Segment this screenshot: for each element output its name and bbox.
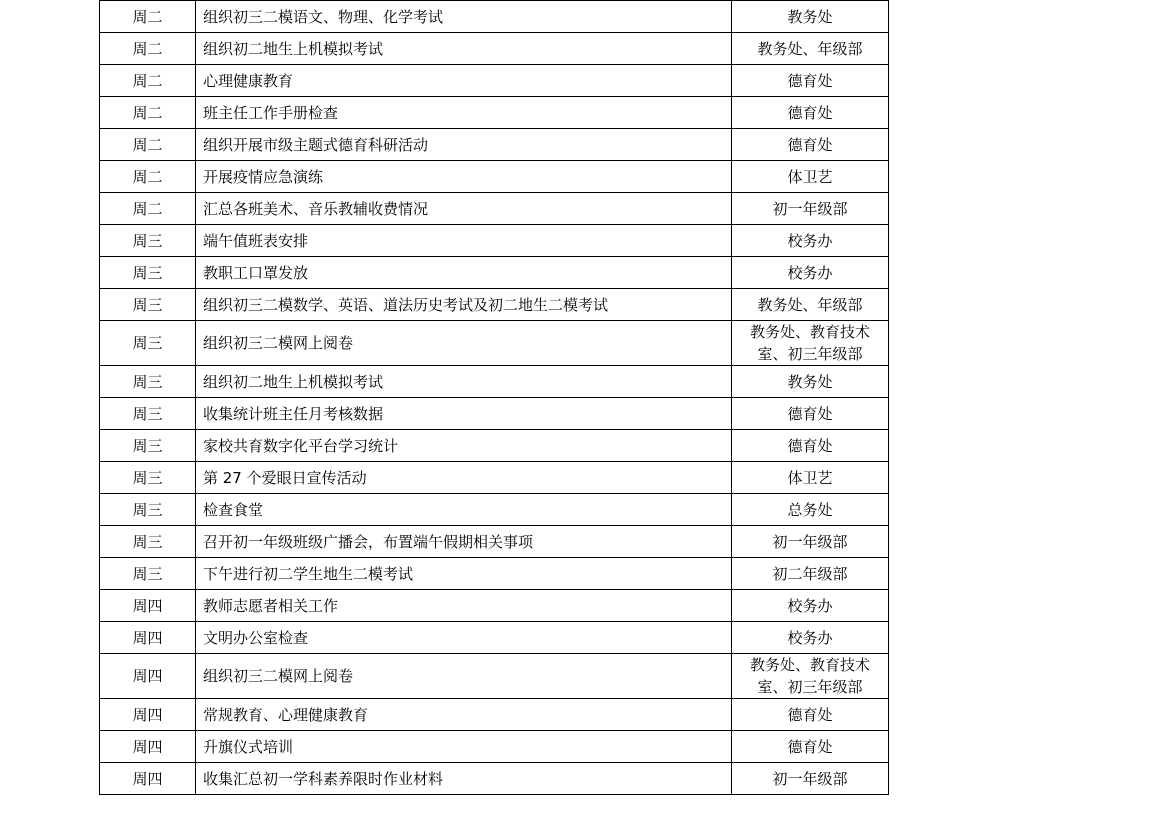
table-row	[100, 731, 889, 763]
dept-cell: 校务办	[732, 225, 889, 257]
content-cell: 组织初二地生上机模拟考试	[196, 33, 732, 65]
day-cell: 周三	[100, 462, 196, 494]
dept-cell: 教务处、年级部	[732, 289, 889, 321]
content-cell: 组织初三二模语文、物理、化学考试	[196, 1, 732, 33]
content-cell: 下午进行初二学生地生二模考试	[196, 558, 732, 590]
day-cell: 周三	[100, 366, 196, 398]
day-cell: 周四	[100, 622, 196, 654]
day-cell: 周二	[100, 129, 196, 161]
table-row	[100, 1, 889, 33]
table-row	[100, 654, 889, 699]
content-cell: 组织开展市级主题式德育科研活动	[196, 129, 732, 161]
table-row	[100, 289, 889, 321]
day-cell: 周二	[100, 161, 196, 193]
table-row	[100, 65, 889, 97]
dept-line: 室、初三年级部	[757, 678, 863, 696]
table-row	[100, 193, 889, 225]
dept-cell	[732, 321, 889, 366]
dept-line: 教务处、教育技术	[749, 323, 870, 341]
dept-cell: 德育处	[732, 731, 889, 763]
dept-cell: 德育处	[732, 430, 889, 462]
day-cell: 周四	[100, 731, 196, 763]
content-cell: 第 27 个爱眼日宣传活动	[196, 462, 732, 494]
content-cell: 端午值班表安排	[196, 225, 732, 257]
dept-cell: 德育处	[732, 129, 889, 161]
dept-cell: 德育处	[732, 97, 889, 129]
dept-line: 室、初三年级部	[757, 345, 863, 363]
content-cell: 收集统计班主任月考核数据	[196, 398, 732, 430]
content-cell: 心理健康教育	[196, 65, 732, 97]
table-row	[100, 321, 889, 366]
day-cell: 周四	[100, 654, 196, 699]
day-cell: 周二	[100, 1, 196, 33]
dept-cell: 校务办	[732, 622, 889, 654]
day-cell: 周二	[100, 65, 196, 97]
day-cell: 周四	[100, 763, 196, 795]
table-row	[100, 129, 889, 161]
dept-cell: 教务处、年级部	[732, 33, 889, 65]
dept-cell: 总务处	[732, 494, 889, 526]
day-cell: 周三	[100, 430, 196, 462]
dept-cell: 初一年级部	[732, 193, 889, 225]
day-cell: 周三	[100, 321, 196, 366]
day-cell: 周三	[100, 398, 196, 430]
content-cell: 收集汇总初一学科素养限时作业材料	[196, 763, 732, 795]
day-cell: 周三	[100, 225, 196, 257]
day-cell: 周三	[100, 558, 196, 590]
dept-cell: 校务办	[732, 590, 889, 622]
dept-cell: 德育处	[732, 65, 889, 97]
content-cell: 组织初二地生上机模拟考试	[196, 366, 732, 398]
table-row	[100, 462, 889, 494]
dept-cell: 初一年级部	[732, 526, 889, 558]
content-cell: 组织初三二模网上阅卷	[196, 321, 732, 366]
content-cell: 教职工口罩发放	[196, 257, 732, 289]
dept-cell: 初二年级部	[732, 558, 889, 590]
dept-line: 教务处、教育技术	[749, 656, 870, 674]
day-cell: 周三	[100, 526, 196, 558]
dept-cell: 教务处	[732, 366, 889, 398]
table-row	[100, 398, 889, 430]
dept-cell: 校务办	[732, 257, 889, 289]
table-row	[100, 763, 889, 795]
content-cell: 召开初一年级班级广播会，布置端午假期相关事项	[196, 526, 732, 558]
table-row	[100, 526, 889, 558]
content-cell: 组织初三二模数学、英语、道法历史考试及初二地生二模考试	[196, 289, 732, 321]
table-row	[100, 225, 889, 257]
dept-cell: 体卫艺	[732, 462, 889, 494]
table-row	[100, 622, 889, 654]
day-cell: 周四	[100, 590, 196, 622]
table-row	[100, 97, 889, 129]
content-cell: 文明办公室检查	[196, 622, 732, 654]
table-row	[100, 257, 889, 289]
dept-cell: 德育处	[732, 398, 889, 430]
content-cell: 检查食堂	[196, 494, 732, 526]
content-cell: 开展疫情应急演练	[196, 161, 732, 193]
table-row	[100, 494, 889, 526]
dept-cell	[732, 654, 889, 699]
table-row	[100, 161, 889, 193]
table-row	[100, 366, 889, 398]
day-cell: 周三	[100, 257, 196, 289]
schedule-table	[99, 0, 889, 795]
day-cell: 周四	[100, 699, 196, 731]
table-row	[100, 430, 889, 462]
dept-cell: 德育处	[732, 699, 889, 731]
day-cell: 周三	[100, 494, 196, 526]
content-cell: 常规教育、心理健康教育	[196, 699, 732, 731]
table-row	[100, 33, 889, 65]
day-cell: 周二	[100, 33, 196, 65]
table-row	[100, 699, 889, 731]
content-cell: 家校共育数字化平台学习统计	[196, 430, 732, 462]
dept-cell: 教务处	[732, 1, 889, 33]
content-cell: 升旗仪式培训	[196, 731, 732, 763]
content-cell: 教师志愿者相关工作	[196, 590, 732, 622]
content-cell: 汇总各班美术、音乐教辅收费情况	[196, 193, 732, 225]
content-cell: 班主任工作手册检查	[196, 97, 732, 129]
table-row	[100, 590, 889, 622]
content-cell: 组织初三二模网上阅卷	[196, 654, 732, 699]
table-row	[100, 558, 889, 590]
day-cell: 周二	[100, 97, 196, 129]
day-cell: 周二	[100, 193, 196, 225]
dept-cell: 体卫艺	[732, 161, 889, 193]
dept-cell: 初一年级部	[732, 763, 889, 795]
day-cell: 周三	[100, 289, 196, 321]
